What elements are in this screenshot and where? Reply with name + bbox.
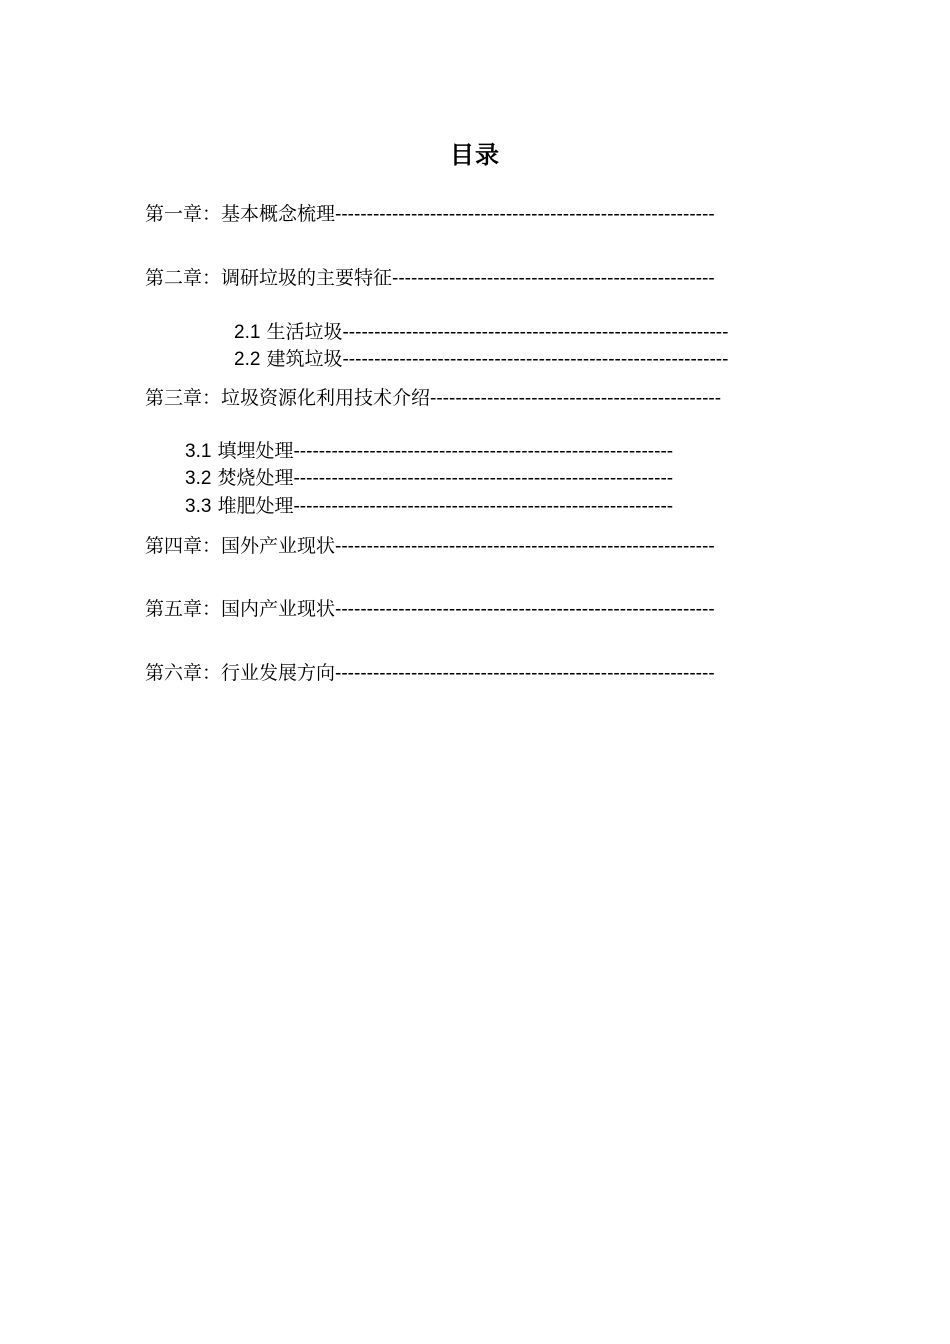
toc-entry-text: 焚烧处理 [217,467,294,489]
toc-entry-text: 第一章：基本概念梳理 [145,203,336,225]
toc-entry-chapter-1[interactable] [145,202,795,227]
toc-entry-number: 3.1 [185,441,212,462]
toc-entry-number: 2.2 [234,349,261,370]
toc-leader: ------------------------------------------------------------ [293,496,674,517]
toc-entry-chapter-4[interactable] [145,534,795,559]
toc-leader: ---------------------------------------------- [430,388,722,409]
toc-entry-chapter-2[interactable] [145,266,795,291]
toc-title: 目录 [450,141,500,169]
toc-entry-section-2-2[interactable] [234,347,790,372]
toc-leader: ------------------------------------------------------------ [335,599,715,620]
toc-leader: ------------------------------------------------------------- [342,322,729,343]
toc-entry-text: 生活垃圾 [266,321,343,343]
toc-entry-section-2-1[interactable] [234,320,790,345]
toc-entry-text: 第三章：垃圾资源化利用技术介绍 [145,387,431,409]
toc-leader: ------------------------------------------------------------ [335,663,715,684]
toc-entry-number: 2.1 [234,322,261,343]
toc-entry-number: 3.2 [185,468,212,489]
toc-entry-chapter-3[interactable] [145,386,790,411]
toc-leader: ------------------------------------------------------------- [342,349,729,370]
toc-leader: --------------------------------------------------- [392,268,715,289]
toc-entry-chapter-5[interactable] [145,597,795,622]
toc-entry-text: 第六章：行业发展方向 [145,662,336,684]
toc-leader: ------------------------------------------------------------ [293,441,674,462]
toc-entry-text: 建筑垃圾 [266,348,343,370]
toc-entry-section-3-2[interactable] [185,466,735,491]
toc-entry-number: 3.3 [185,496,212,517]
toc-entry-text: 第五章：国内产业现状 [145,598,336,620]
toc-leader: ------------------------------------------------------------ [293,468,674,489]
toc-entry-section-3-3[interactable] [185,494,735,519]
toc-leader: ------------------------------------------------------------ [335,536,715,557]
toc-entry-text: 第二章：调研垃圾的主要特征 [145,267,393,289]
toc-entry-text: 堆肥处理 [217,495,294,517]
toc-leader: ------------------------------------------------------------ [335,204,715,225]
toc-entry-text: 第四章：国外产业现状 [145,535,336,557]
toc-entry-section-3-1[interactable] [185,439,735,464]
toc-entry-chapter-6[interactable] [145,661,795,686]
toc-entry-text: 填埋处理 [217,440,294,462]
